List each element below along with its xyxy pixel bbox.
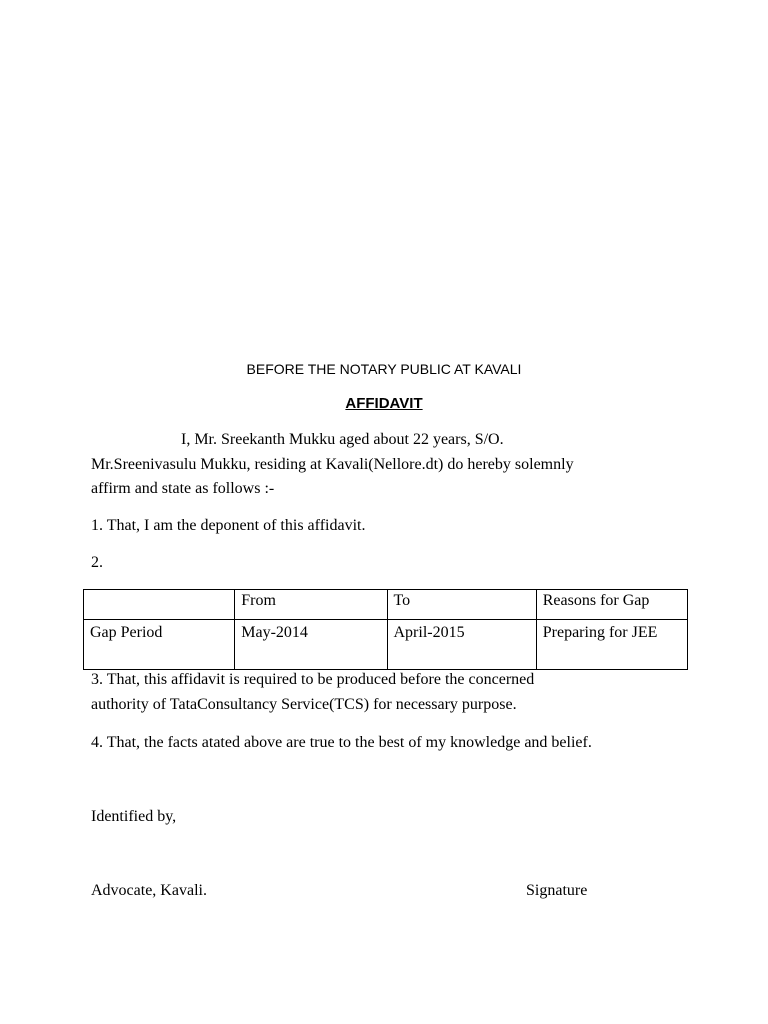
gap-period-table: [83, 589, 688, 670]
identified-by-label: Identified by,: [91, 808, 177, 825]
point-1: 1. That, I am the deponent of this affidavit.: [91, 517, 366, 534]
table-header-row: [84, 590, 688, 620]
intro-line-2: Mr.Sreenivasulu Mukku, residing at Kavali(Nellore.dt) do hereby solemnly: [91, 455, 574, 473]
intro-line-1: I, Mr. Sreekanth Mukku aged about 22 years, S/O.: [181, 431, 504, 448]
point-3-line-1: 3. That, this affidavit is required to be produced before the concerned: [91, 671, 535, 688]
point-3: [91, 668, 691, 717]
table-header-cell: [84, 590, 235, 620]
table-row: [84, 620, 688, 670]
table-cell: Gap Period: [84, 620, 235, 670]
table-cell: April-2015: [387, 620, 536, 670]
intro-line-3: affirm and state as follows :-: [91, 480, 275, 497]
intro-paragraph: [91, 428, 691, 502]
advocate-label: Advocate, Kavali.: [91, 882, 207, 899]
signature-label: Signature: [526, 882, 588, 899]
table-header-cell: To: [387, 590, 536, 620]
table-cell: May-2014: [235, 620, 387, 670]
point-4: 4. That, the facts atated above are true to the best of my knowledge and belief.: [91, 734, 592, 751]
document-heading: BEFORE THE NOTARY PUBLIC AT KAVALI: [246, 361, 522, 377]
table-cell: Preparing for JEE: [536, 620, 687, 670]
table-header-cell: From: [235, 590, 387, 620]
point-3-line-2: authority of TataConsultancy Service(TCS) for necessary purpose.: [91, 695, 517, 713]
document-title: AFFIDAVIT: [345, 395, 423, 412]
table-header-cell: Reasons for Gap: [536, 590, 687, 620]
point-2: 2.: [91, 554, 103, 571]
